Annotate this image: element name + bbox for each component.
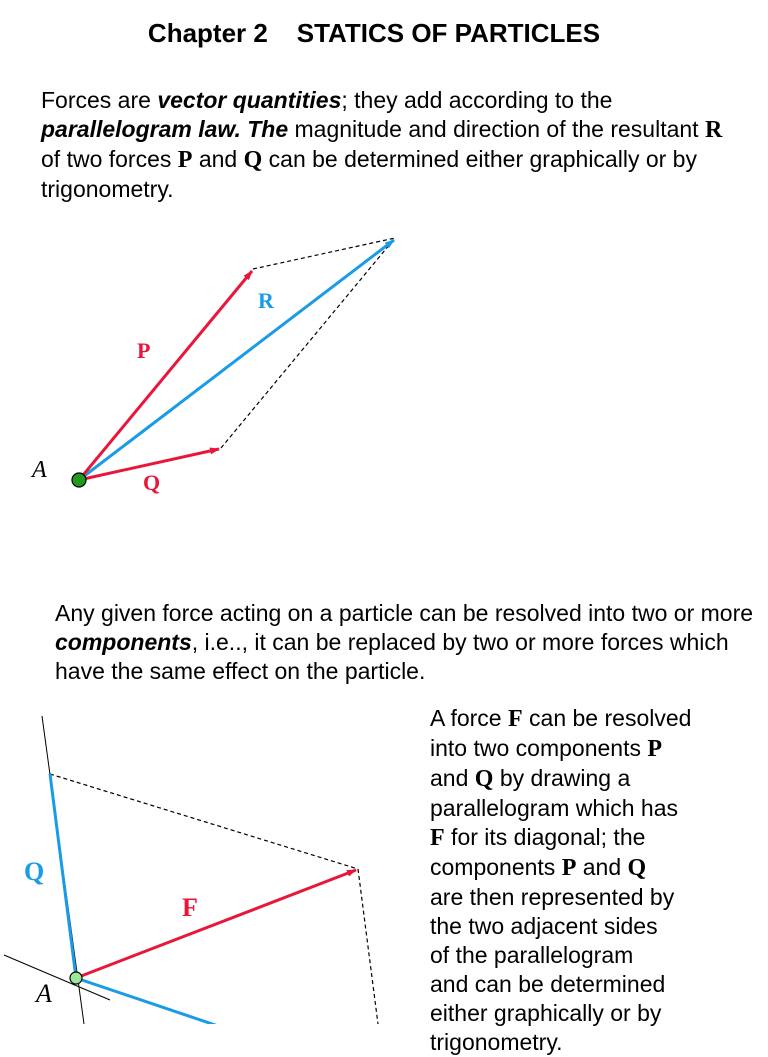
para1-text-1: Forces are: [41, 87, 158, 113]
para3-line-5b: for its diagonal; the: [444, 824, 646, 850]
para1-symbol-p: P: [177, 147, 193, 173]
label-a: A: [36, 979, 52, 1008]
para3-line-2a: into two components: [430, 735, 648, 761]
para3-line-4: parallelogram which has: [430, 795, 679, 821]
para3-line-9: of the parallelogram: [430, 942, 634, 968]
para2-text-3: , i.e.., it can be replaced by two or more forces which have the same effect on the particle.: [55, 629, 729, 684]
para1-term-parallelogram-law: parallelogram law. The: [41, 116, 289, 142]
para1-term-vector-quantities: vector quantities: [157, 87, 342, 113]
dashed-side-top: [50, 774, 358, 869]
para3-symbol-q: Q: [474, 766, 494, 792]
para1-symbol-r: R: [704, 117, 723, 143]
para3-symbol-f-2: F: [430, 825, 445, 851]
dashed-side-right: [358, 869, 378, 1024]
para3-line-3c: by drawing a: [493, 765, 631, 791]
label-q: Q: [143, 470, 161, 495]
para3-symbol-q-2: Q: [627, 855, 647, 881]
para1-text-3: ; they add according to the: [341, 87, 613, 113]
para3-line-6c: and: [576, 854, 628, 880]
para3-line-10: and can be determined: [430, 971, 666, 997]
para3-line-1a: A force: [430, 705, 508, 731]
paragraph-resolution: [430, 704, 760, 1057]
vector-f: [76, 870, 356, 978]
axis-line-horizontal: [4, 955, 110, 1000]
para3-line-3a: and: [430, 765, 475, 791]
vector-p-component: [76, 978, 230, 1024]
label-r: R: [258, 288, 274, 313]
para3-line-12: trigonometry.: [430, 1029, 563, 1055]
particle-a: [70, 972, 82, 984]
vector-q-component: [50, 774, 76, 978]
para3-line-8: the two adjacent sides: [430, 913, 658, 939]
para1-text-7: of two forces: [41, 146, 178, 172]
para2-term-components: components: [55, 629, 192, 655]
label-a: A: [32, 457, 47, 483]
label-q: Q: [24, 857, 45, 886]
para3-symbol-p-2: P: [561, 855, 577, 881]
label-p: P: [137, 338, 151, 363]
page-title: Chapter 2 STATICS OF PARTICLES: [147, 18, 601, 48]
para3-line-6a: components: [430, 854, 562, 880]
para3-line-11: either graphically or by: [430, 1000, 662, 1026]
para1-text-11: can be determined either graphically or by trigonometry.: [41, 146, 697, 202]
para1-text-5: magnitude and direction of the resultant: [288, 116, 705, 142]
label-f: F: [182, 893, 198, 922]
para3-symbol-f: F: [507, 706, 523, 732]
para3-line-1c: can be resolved: [522, 705, 692, 731]
para2-text-1: Any given force acting on a particle can be resolved into two or more: [55, 600, 754, 626]
para1-symbol-q: Q: [243, 147, 263, 173]
para1-text-9: and: [192, 146, 244, 172]
para3-symbol-p: P: [647, 736, 663, 762]
para3-line-7: are then represented by: [430, 884, 675, 910]
